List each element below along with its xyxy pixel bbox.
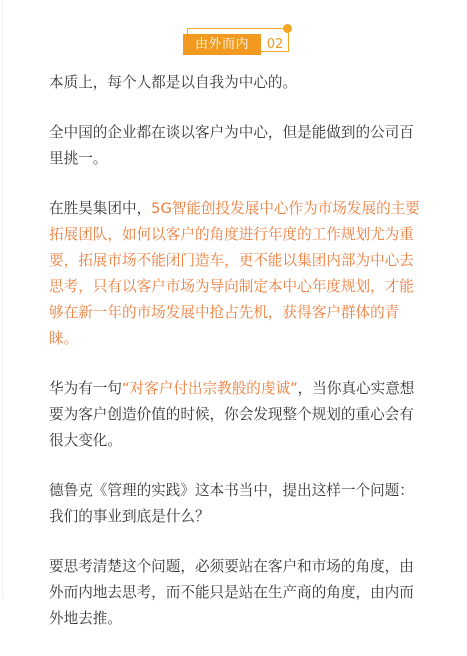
- highlight-quote: “对客户付出宗教般的虔诚”: [121, 380, 298, 397]
- left-border-line: [2, 0, 3, 599]
- paragraph: 华为有一句“对客户付出宗教般的虔诚”，当你真心实意想要为客户创造价值的时候，你会发现整个规划的重心会有很大变化。: [49, 380, 415, 449]
- paragraph: 要思考清楚这个问题，必须要站在客户和市场的角度，由外而内地去思考，而不能只是站在生产商的角度，由内而外地去推。: [49, 558, 414, 627]
- paragraph: 全中国的企业都在谈以客户为中心，但是能做到的公司百里挑一。: [49, 124, 414, 167]
- section-badge: [183, 28, 293, 57]
- paragraph: 本质上，每个人都是以自我为中心的。: [49, 74, 298, 91]
- highlight-text: 5G智能创投发展中心作为市场发展的主要拓展团队，如何以客户的角度进行年度的工作规划尤为重要，拓展市场不能闭门造车，更不能以集团内部为中心去思考，只有以客户市场为导向制定本中心年度规划，才能够在新一年的市场发展中抢占先机，获得客户群体的青睐。: [49, 200, 420, 347]
- article-body: [49, 70, 427, 656]
- badge-number: 02: [266, 37, 284, 52]
- badge-label: 由外而内: [183, 34, 261, 55]
- paragraph: 在胜昊集团中，5G智能创投发展中心作为市场发展的主要拓展团队，如何以客户的角度进行年度的工作规划尤为重要，拓展市场不能闭门造车，更不能以集团内部为中心去思考，只有以客户市场为导向制定本中心年度规划，才能够在新一年的市场发展中抢占先机，获得客户群体的青睐。: [49, 200, 420, 347]
- badge-dot-icon: [283, 24, 292, 33]
- paragraph: 德鲁克《管理的实践》这本书当中，提出这样一个问题：我们的事业到底是什么？: [49, 482, 414, 525]
